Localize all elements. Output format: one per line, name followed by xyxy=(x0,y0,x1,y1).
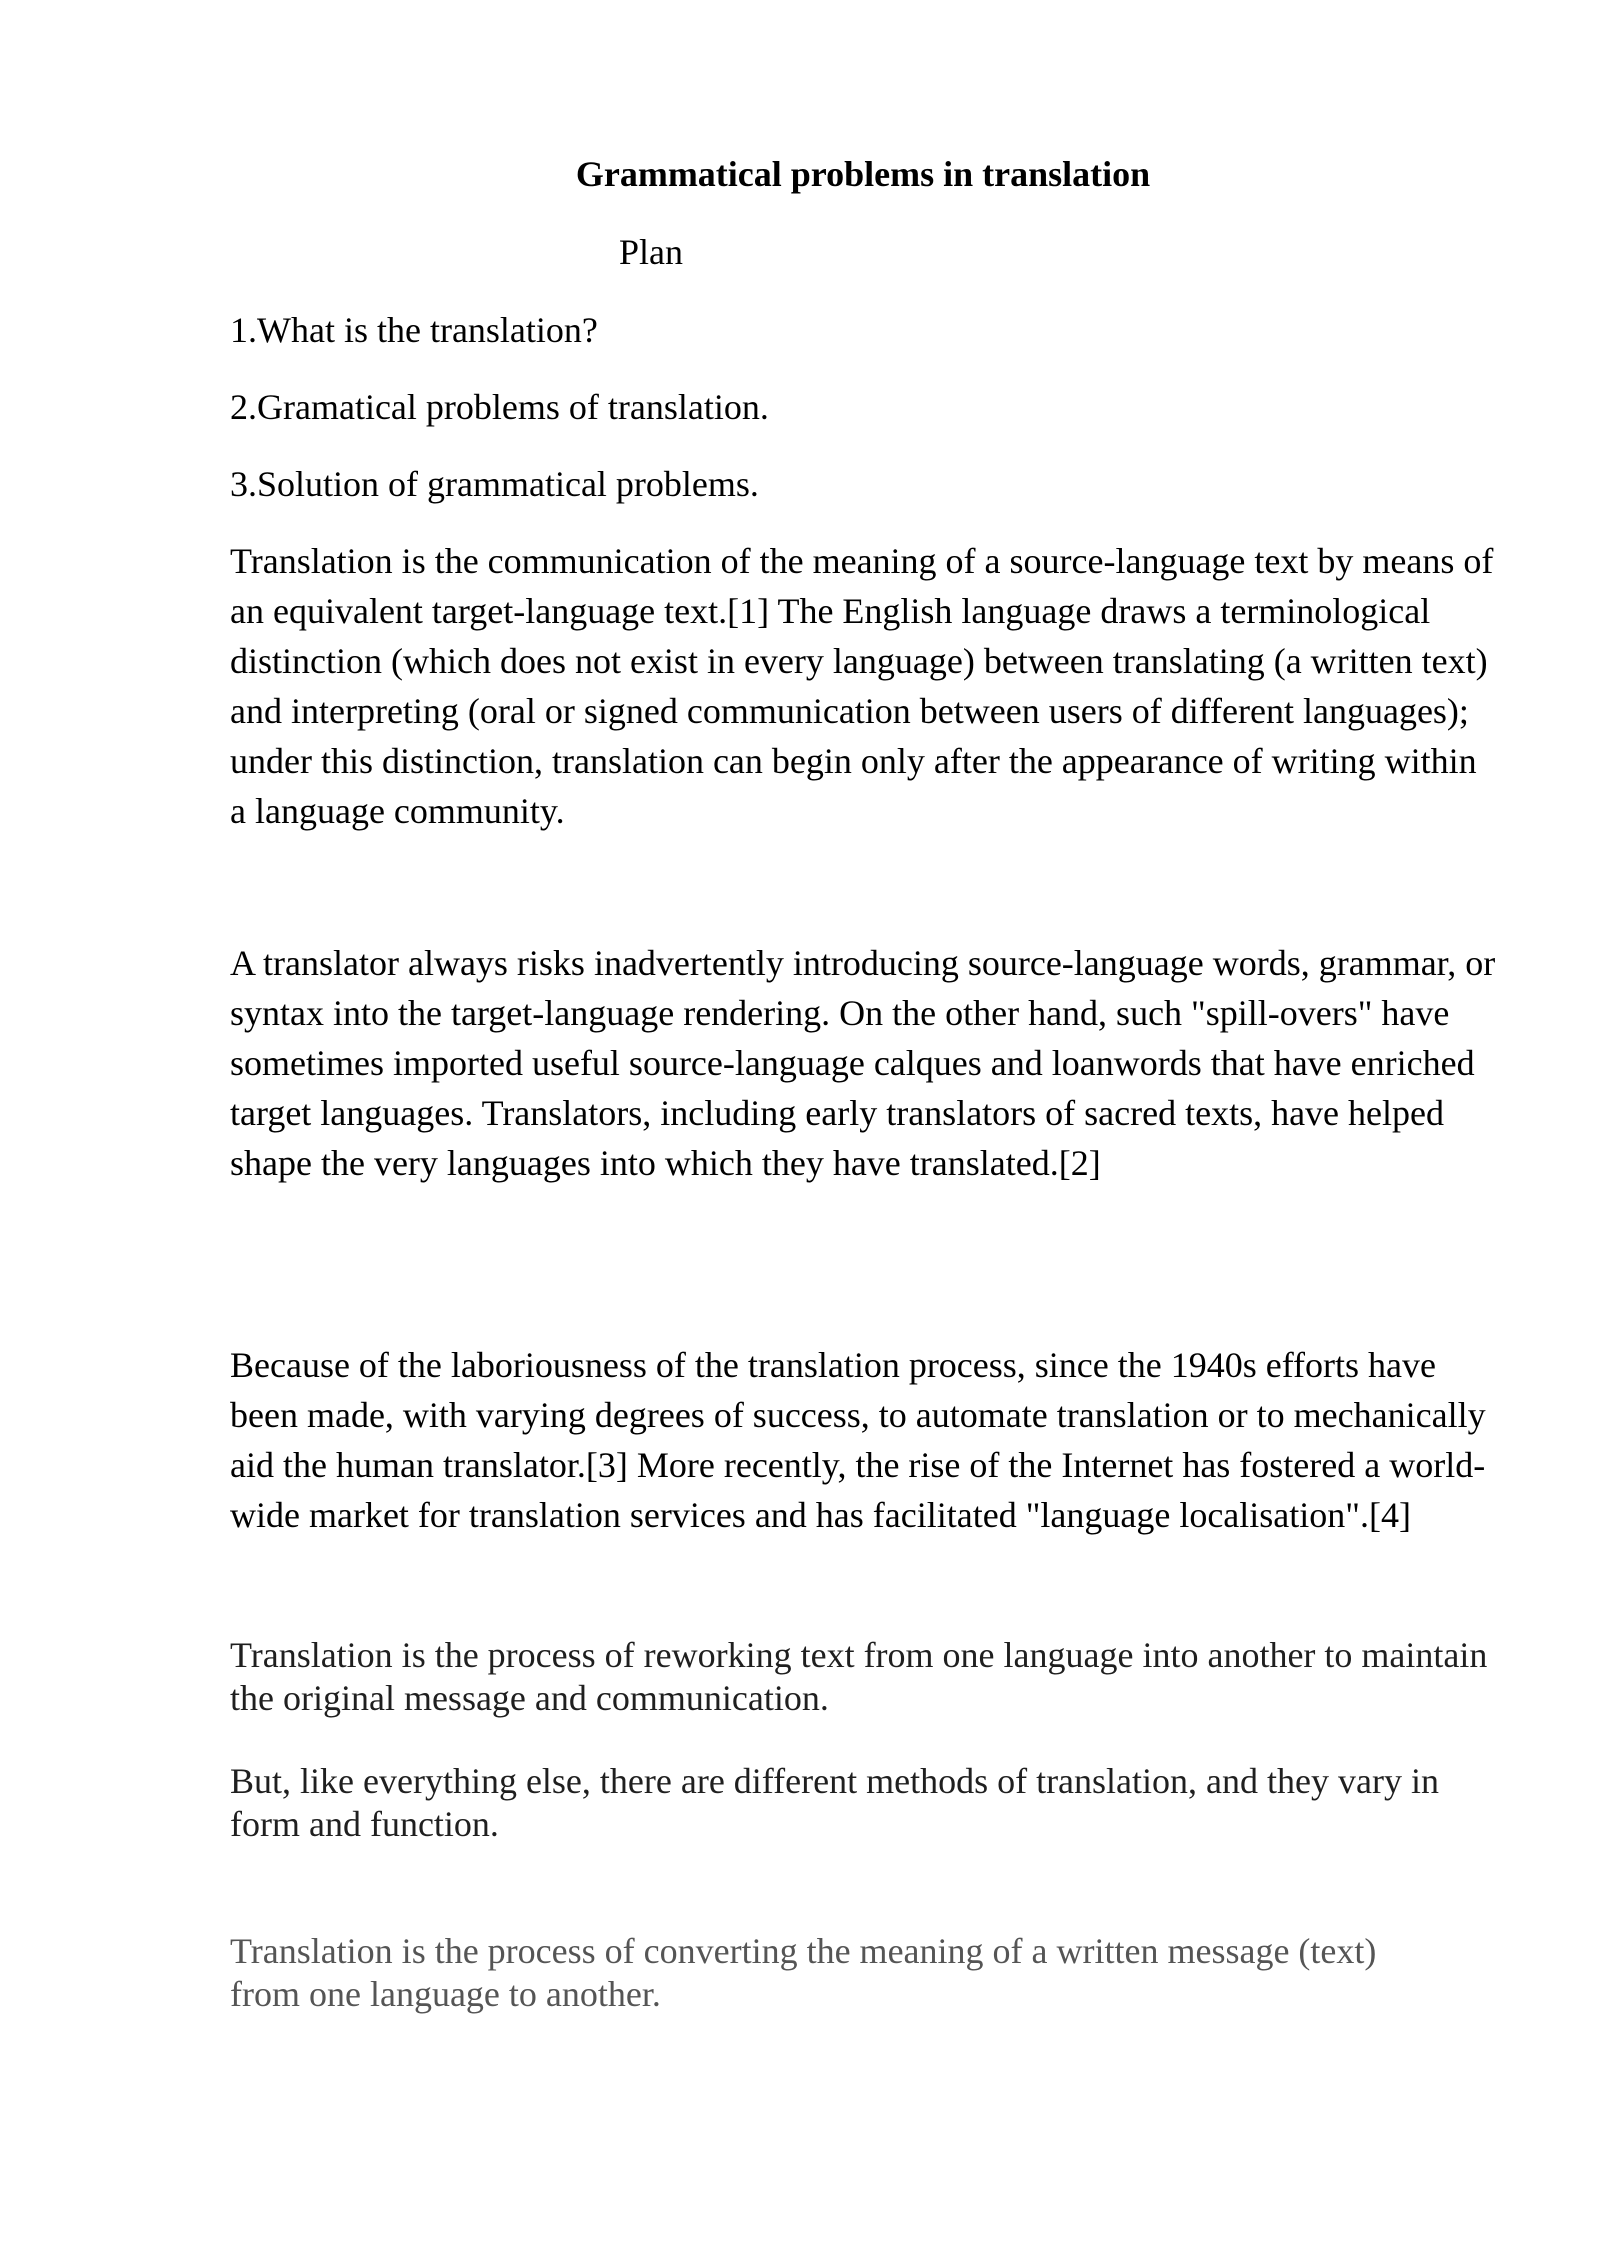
paragraph-translation-definition: Translation is the communication of the meaning of a source-language text by means of an equivalent target-language text.[1] The English language draws a terminological distinction (which does not exist in every language) between translating (a written text) and interpreting (oral or signed communication between users of different languages); under this distinction, translation can begin only after the appearance of writing within a language community. xyxy=(230,541,1494,831)
document-title: Grammatical problems in translation xyxy=(575,154,1151,194)
plan-item-1: 1.What is the translation? xyxy=(230,310,598,350)
paragraph-automation: Because of the laboriousness of the translation process, since the 1940s efforts have been made, with varying degrees of success, to automate translation or to mechanically aid the human translator.[3] More recently, the rise of the Internet has fostered a world-wide market for translation services and has facilitated "language localisation".[4] xyxy=(230,1345,1486,1535)
paragraph-translator-risks: A translator always risks inadvertently introducing source-language words, grammar, or syntax into the target-language rendering. On the other hand, such "spill-overs" have sometimes imported useful source-language calques and loanwords that have enriched target languages. Translators, including early translators of sacred texts, have helped shape the very languages into which they have translated.[2] xyxy=(230,943,1496,1183)
paragraph-converting-meaning: Translation is the process of converting the meaning of a written message (text) from one language to another. xyxy=(230,1931,1377,2014)
plan-item-2: 2.Gramatical problems of translation. xyxy=(230,387,769,427)
plan-heading: Plan xyxy=(619,232,684,272)
plan-item-3: 3.Solution of grammatical problems. xyxy=(230,464,759,504)
paragraph-methods: But, like everything else, there are different methods of translation, and they vary in form and function. xyxy=(230,1761,1439,1844)
paragraph-reworking-text: Translation is the process of reworking text from one language into another to maintain the original message and communication. xyxy=(230,1635,1488,1718)
